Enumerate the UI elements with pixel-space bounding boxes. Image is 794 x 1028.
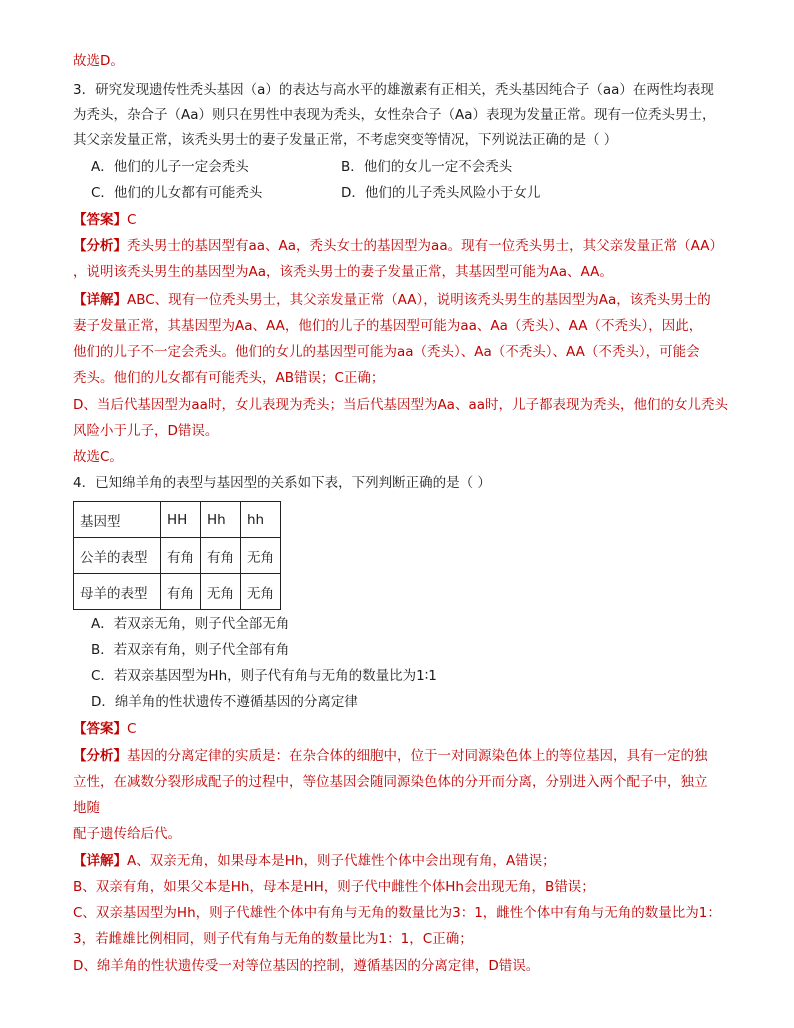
table-cell: HH [161,502,201,538]
q4-detail-line-4: 3，若雌雄比例相同，则子代有角与无角的数量比为1：1，C正确； [73,931,473,947]
analysis-tag: 【分析】 [73,238,127,254]
genotype-phenotype-table [73,501,281,610]
table-cell: 无角 [241,574,281,610]
q3-option-c: C．他们的儿女都有可能秃头 [91,185,263,201]
q3-stem-line-2: 为秃头，杂合子（Aa）则只在男性中表现为秃头，女性杂合子（Aa）表现为发量正常。现有一位秃头男士， [73,107,716,123]
q4-detail-line-5: D、绵羊角的性状遗传受一对等位基因的控制，遵循基因的分离定律，D错误。 [73,958,540,974]
analysis-tag: 【分析】 [73,748,127,764]
q4-stem: 4．已知绵羊角的表型与基因型的关系如下表，下列判断正确的是（ ） [73,475,491,491]
q4-detail-line-2: B、双亲有角，如果父本是Hh，母本是HH，则子代中雌性个体Hh会出现无角，B错误； [73,879,595,895]
q4-analysis-line-4: 配子遗传给后代。 [73,826,181,842]
q3-option-a: A．他们的儿子一定会秃头 [91,159,249,175]
analysis-text: 秃头男士的基因型有aa、Aa，秃头女士的基因型为aa。现有一位秃头男士，其父亲发量正常（AA） [127,238,723,254]
q4-answer [73,719,136,739]
table-cell: Hh [201,502,241,538]
table-row [74,538,281,574]
q3-option-d: D．他们的儿子秃头风险小于女儿 [341,185,541,201]
detail-text: A、双亲无角，如果母本是Hh，则子代雄性个体中会出现有角，A错误； [127,853,556,869]
q3-detail-line-6: 风险小于儿子，D错误。 [73,423,219,439]
q4-analysis-line-2: 立性，在减数分裂形成配子的过程中，等位基因会随同源染色体的分开而分离，分别进入两个配子中，独立 [73,774,708,790]
q3-detail-line-4: 秃头。他们的儿女都有可能秃头，AB错误；C正确； [73,370,385,386]
table-cell: 有角 [201,538,241,574]
q3-detail-line-3: 他们的儿子不一定会秃头。他们的女儿的基因型可能为aa（秃头）、Aa（不秃头）、AA（不秃头），可能会 [73,344,700,360]
q3-detail-line-2: 妻子发量正常，其基因型为Aa、AA，他们的儿子的基因型可能为aa、Aa（秃头）、AA（不秃头），因此， [73,318,703,334]
table-cell: 无角 [241,538,281,574]
table-cell: 基因型 [74,502,161,538]
answer-tag: 【答案】 [73,721,127,737]
answer-value: C [127,212,137,228]
table-cell: 母羊的表型 [74,574,161,610]
q3-analysis-line-2: ，说明该秃头男生的基因型为Aa，该秃头男士的妻子发量正常，其基因型可能为Aa、AA。 [73,264,613,280]
q2-conclusion: 故选D。 [73,53,124,69]
detail-tag: 【详解】 [73,853,127,869]
q3-detail-line-5: D、当后代基因型为aa时，女儿表现为秃头；当后代基因型为Aa、aa时，儿子都表现为秃头，他们的女儿秃头 [73,397,728,413]
q4-analysis-line-1 [73,746,708,766]
q3-analysis-line-1 [73,236,723,256]
table-cell: 无角 [201,574,241,610]
q4-option-c: C．若双亲基因型为Hh，则子代有角与无角的数量比为1∶1 [91,668,437,684]
q3-stem-line-3: 其父亲发量正常，该秃头男士的妻子发量正常，不考虑突变等情况，下列说法正确的是（ ） [73,132,618,148]
table-cell: 公羊的表型 [74,538,161,574]
table-row [74,574,281,610]
analysis-text: 基因的分离定律的实质是：在杂合体的细胞中，位于一对同源染色体上的等位基因，具有一定的独 [127,748,708,764]
q3-detail-line-1 [73,290,711,310]
answer-tag: 【答案】 [73,212,127,228]
q4-detail-line-3: C、双亲基因型为Hh，则子代雄性个体中有角与无角的数量比为3：1，雌性个体中有角与无角的数量比为1： [73,905,721,921]
q3-conclusion: 故选C。 [73,449,123,465]
table-cell: hh [241,502,281,538]
table-cell: 有角 [161,538,201,574]
q4-option-d: D．绵羊角的性状遗传不遵循基因的分离定律 [91,694,358,710]
q4-option-b: B．若双亲有角，则子代全部有角 [91,642,290,658]
detail-tag: 【详解】 [73,292,127,308]
q4-detail-line-1 [73,851,556,871]
table-row [74,502,281,538]
detail-text: ABC、现有一位秃头男士，其父亲发量正常（AA），说明该秃头男生的基因型为Aa，该秃头男士的 [127,292,711,308]
q3-stem-line-1: 3．研究发现遗传性秃头基因（a）的表达与高水平的雄激素有正相关，秃头基因纯合子（aa）在两性均表现 [73,82,714,98]
q4-analysis-line-3: 地随 [73,800,100,816]
table-cell: 有角 [161,574,201,610]
q4-option-a: A．若双亲无角，则子代全部无角 [91,616,290,632]
q3-option-b: B．他们的女儿一定不会秃头 [341,159,513,175]
answer-value: C [127,721,137,737]
q3-answer [73,210,136,230]
